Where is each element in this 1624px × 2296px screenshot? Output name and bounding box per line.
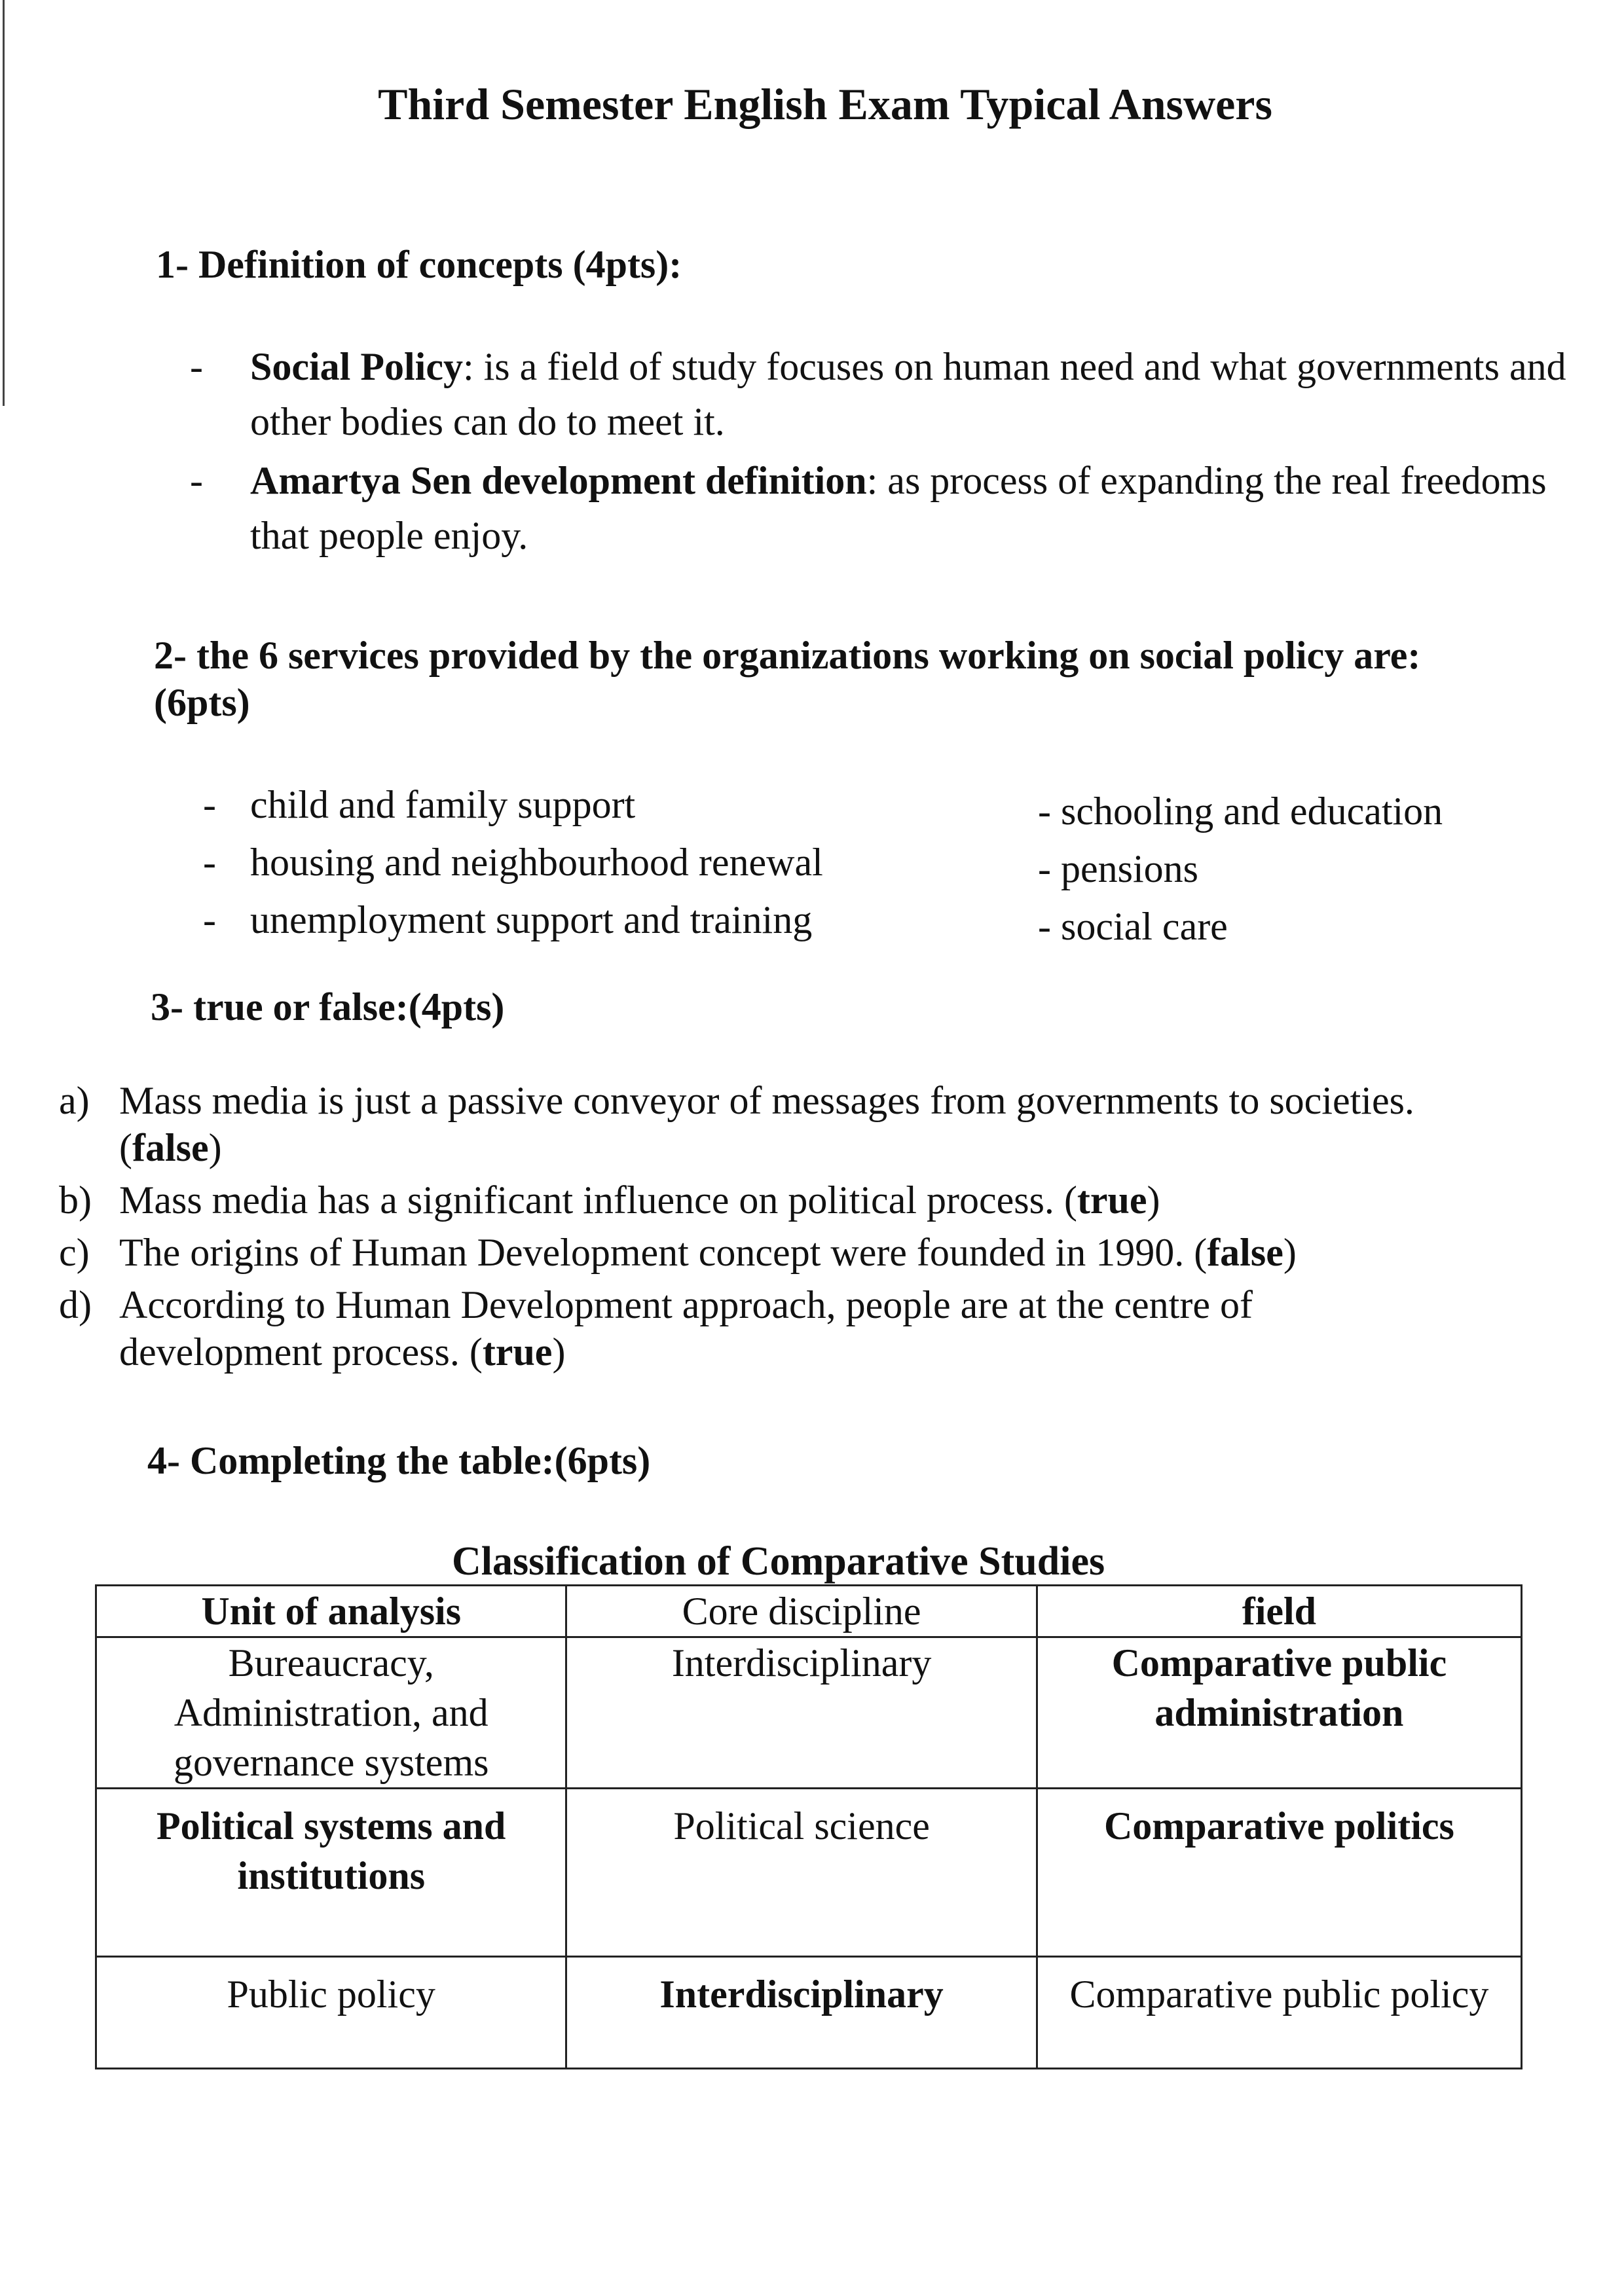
section1-heading: 1- Definition of concepts (4pts): (156, 243, 682, 286)
services-left-list (203, 776, 823, 949)
definition-text: : as process of expanding the real freedoms that people enjoy. (250, 459, 1547, 557)
table-cell: Interdisciplinary (566, 1957, 1037, 2069)
true-false-item-a: a) Mass media is just a passive conveyor of messages from governments to societies. (false) (59, 1079, 1414, 1169)
services-right-list (1038, 782, 1443, 955)
answer-value: true (1077, 1178, 1147, 1222)
true-false-item-c: c) The origins of Human Development concept were founded in 1990. (false) (59, 1231, 1297, 1274)
answer-value: true (482, 1330, 553, 1374)
answer-value: false (1207, 1231, 1283, 1274)
answer-value: false (132, 1126, 209, 1169)
table-cell: Public policy (96, 1957, 566, 2069)
service-item: - social care (1038, 905, 1228, 948)
section3-heading: 3- true or false:(4pts) (151, 985, 505, 1029)
service-item: - housing and neighbourhood renewal (203, 841, 823, 884)
table-row (96, 1789, 1522, 1957)
bullet-dash: - (190, 459, 203, 502)
table-cell: Interdisciplinary (566, 1637, 1037, 1789)
column-header: Core discipline (566, 1586, 1037, 1637)
table-caption: Classification of Comparative Studies (452, 1539, 1105, 1584)
definition-term: Social Policy (250, 345, 463, 388)
table-cell: Comparative public administration (1037, 1637, 1521, 1789)
service-item: - unemployment support and training (203, 898, 813, 941)
table-cell: Comparative politics (1037, 1789, 1521, 1957)
bullet-dash: - (190, 345, 203, 388)
true-false-item-d: d) According to Human Development approach, people are at the centre of development process. (true) (59, 1283, 1253, 1374)
table-cell: Political science (566, 1789, 1037, 1957)
service-item: - schooling and education (1038, 790, 1443, 833)
service-item: - child and family support (203, 783, 636, 826)
table-cell: Political systems and institutions (96, 1789, 566, 1957)
definition-text: : is a field of study focuses on human need and what governments and other bodies can do to meet it. (250, 345, 1566, 443)
section2-heading: 2- the 6 services provided by the organizations working on social policy are: (6pts) (154, 634, 1421, 724)
column-header: Unit of analysis (96, 1586, 566, 1637)
true-false-item-b: b) Mass media has a significant influence on political process. (true) (59, 1178, 1160, 1222)
definition-term: Amartya Sen development definition (250, 459, 867, 502)
definition-item-social-policy (190, 339, 1586, 449)
definition-item-amartya-sen (190, 453, 1586, 563)
table-cell: Bureaucracy, Administration, and governance systems (96, 1637, 566, 1789)
service-item: - pensions (1038, 847, 1198, 890)
comparative-studies-table (95, 1584, 1522, 2069)
table-row (96, 1637, 1522, 1789)
true-false-list (59, 1077, 1434, 1381)
column-header: field (1037, 1586, 1521, 1637)
scan-edge-line (3, 0, 5, 406)
table-row (96, 1957, 1522, 2069)
table-header-row (96, 1586, 1522, 1637)
section4-heading: 4- Completing the table:(6pts) (147, 1439, 651, 1482)
page-title: Third Semester English Exam Typical Answers (378, 79, 1272, 129)
table-cell: Comparative public policy (1037, 1957, 1521, 2069)
